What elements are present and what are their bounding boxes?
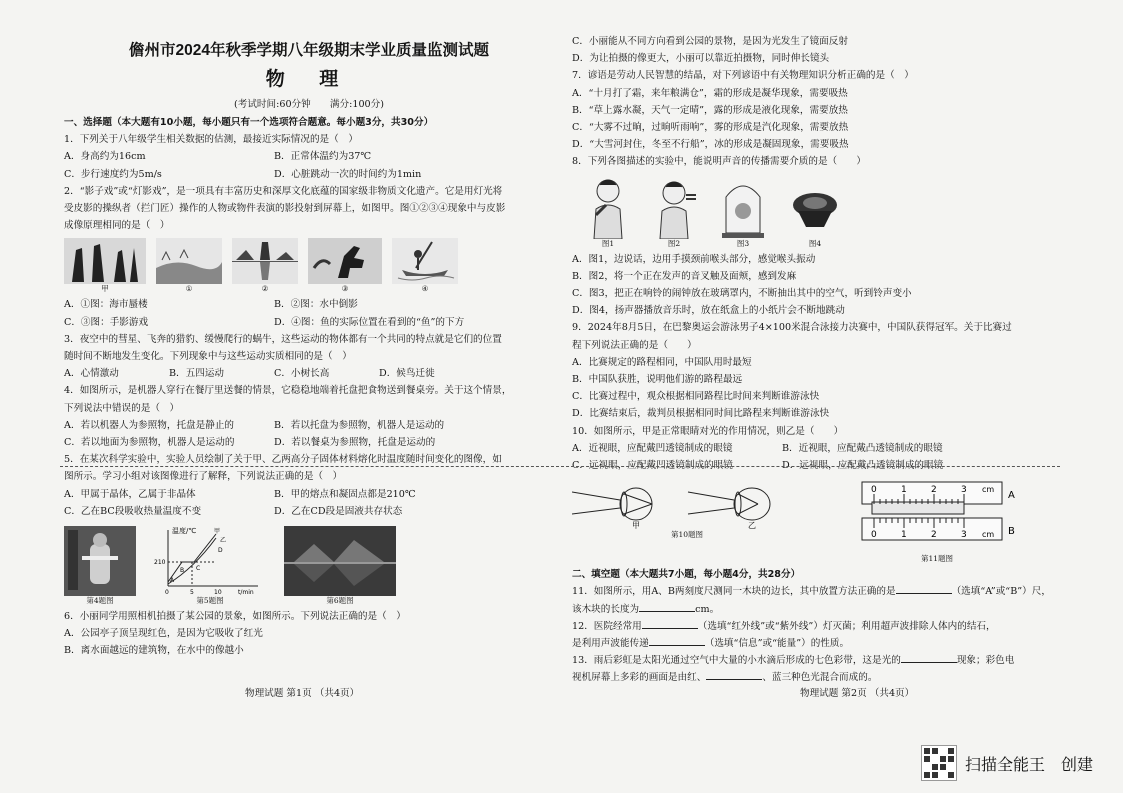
option-d: D．若以餐桌为参照物，托盘是运动的 [274, 437, 436, 449]
option-a: A．心情激动 [64, 368, 119, 380]
question-1: 1．下列关于八年级学生相关数据的估测，最接近实际情况的是（ ） [64, 134, 358, 146]
svg-text:5: 5 [190, 589, 194, 597]
option-d: D．心脏跳动一次的时间约为1min [274, 168, 422, 180]
figure-robot-waiter: 第4题图 [64, 526, 136, 606]
svg-text:A: A [170, 577, 175, 585]
svg-text:甲: 甲 [632, 521, 640, 531]
figure-speaker: 图4 [790, 175, 840, 249]
figure-mirage: ① [156, 238, 222, 294]
question-4-line-1: 4．如图所示，是机器人穿行在餐厅里送餐的情景，它稳稳地端着托盘把食物送到餐桌旁。关于这个情景， [64, 385, 512, 397]
figure-eye-diagrams: 甲 乙 第10题图 [572, 480, 802, 540]
exam-subject: 物 理 [265, 68, 353, 90]
qr-code-icon [921, 745, 957, 781]
q8-option-d: D．图4，扬声器播放音乐时，放在纸盒上的小纸片会不断地跳动 [572, 305, 845, 317]
option-a: A．若以机器人为参照物，托盘是静止的 [64, 419, 235, 431]
q8-option-b: B．图2，将一个正在发声的音叉触及面颊，感到发麻 [572, 270, 797, 282]
svg-text:0: 0 [871, 485, 877, 496]
svg-text:B: B [180, 567, 185, 575]
option-a: A．甲属于晶体，乙属于非晶体 [64, 488, 196, 500]
svg-text:1: 1 [901, 485, 907, 496]
question-1-options [64, 148, 554, 165]
scanner-watermark [921, 745, 1093, 781]
option-b: B．正常体温约为37℃ [274, 151, 372, 163]
option-c: C．乙在BC段吸收热量温度不变 [64, 505, 202, 517]
svg-text:3: 3 [961, 485, 967, 496]
question-6-option-a: A．公园亭子顶呈现红色，是因为它吸收了红光 [64, 628, 263, 640]
question-2-options-2 [64, 314, 554, 331]
option-c: C．③图：手影游戏 [64, 316, 149, 328]
option-d: D．④图：鱼的实际位置在看到的“鱼”的下方 [274, 316, 465, 328]
question-5-options-2 [64, 503, 554, 520]
question-4-options [64, 417, 554, 434]
page-1-footer: 物理试题 第1页 （共4页） [245, 688, 360, 699]
exam-title: 儋州市2024年秋季学期八年级期末学业质量监测试题 [129, 42, 489, 59]
question-2-line-2: 受皮影的操纵者（拦门匠）操作的人物或物件表演的影投射到屏幕上，如图甲。图①②③④现象中与皮影 [64, 203, 506, 215]
question-5-line-2: 图所示。学习小组对该图像进行了解释，下列说法正确的是（ ） [64, 471, 343, 483]
svg-text:210: 210 [154, 559, 166, 567]
option-c: C．小树长高 [274, 368, 330, 380]
question-3-options [64, 365, 554, 382]
question-1-options-2 [64, 166, 554, 183]
option-c: C．若以地面为参照物，机器人是运动的 [64, 437, 235, 449]
question-2-line-1: 2．“影子戏”或“灯影戏”，是一项具有丰富历史和深厚文化底蕴的国家级非物质文化遗产。它是用灯光将 [64, 185, 503, 197]
q7-option-a: A．“十月打了霜，来年粮满仓”，霜的形成是凝华现象，需要吸热 [572, 87, 848, 99]
figure-rulers: 0 1 2 3 cm A 0 1 2 3 cm B 第11题图 [852, 480, 1022, 564]
q8-option-a: A．图1，边说话，边用手摸颈前喉头部分，感觉喉头振动 [572, 253, 816, 265]
question-2-options [64, 296, 554, 313]
answer-blank[interactable] [901, 652, 957, 663]
q7-option-b: B．“草上露水凝，天气一定晴”，露的形成是液化现象，需要放热 [572, 104, 848, 116]
question-5-line-1: 5．在某次科学实验中，实验人员绘制了关于甲、乙两高分子固体材料熔化时温度随时间变化的图像，如 [64, 454, 502, 466]
question-8-figures [586, 175, 1092, 249]
svg-text:cm: cm [982, 485, 995, 495]
question-6-option-b: B．离水面越远的建筑物，在水中的像越小 [64, 645, 244, 657]
question-11-line-2: 该木块的长度为 cm。 [572, 601, 1092, 618]
question-7: 7．谚语是劳动人民智慧的结晶，对下列谚语中有关物理知识分析正确的是（ ） [572, 70, 914, 82]
question-4-line-2: 下列说法中错误的是（ ） [64, 402, 180, 414]
questions-10-11-figures [572, 480, 1092, 564]
option-b: B．②图：水中倒影 [274, 299, 358, 311]
q9-option-c: C．比赛过程中，观众根据相同路程比时间来判断谁游泳快 [572, 391, 820, 403]
option-c: C．远视眼，应配戴凹透镜制成的眼镜 [572, 460, 733, 472]
svg-text:1: 1 [901, 530, 907, 541]
question-4-options-2 [64, 434, 554, 451]
option-a: A．身高约为16cm [64, 151, 146, 163]
page-2-footer: 物理试题 第2页 （共4页） [800, 688, 915, 699]
question-12-line-1: 12．医院经常用 （选填“红外线”或“紫外线”）灯灭菌；利用超声波排除人体内的结石， [572, 618, 1092, 635]
question-6-option-c: C．小丽能从不同方向看到公园的景物，是因为光发生了镜面反射 [572, 36, 848, 47]
question-13-line-1: 13．雨后彩虹是太阳光通过空气中大量的小水滴后形成的七色彩带，这是光的 现象；彩色电 [572, 652, 1092, 669]
option-a: A．近视眼，应配戴凹透镜制成的眼镜 [572, 442, 733, 454]
q9-option-d: D．比赛结束后，裁判员根据相同时间比路程来判断谁游泳快 [572, 408, 830, 420]
svg-text:乙: 乙 [748, 521, 756, 531]
page-1-content [64, 40, 554, 660]
svg-text:B: B [1008, 526, 1015, 538]
option-b: B．五四运动 [169, 368, 225, 380]
fold-line [60, 466, 1060, 467]
option-a: A．①图：海市蜃楼 [64, 299, 148, 311]
figure-touch-throat: 图1 [586, 175, 630, 249]
svg-text:温度/℃: 温度/℃ [172, 527, 197, 536]
figure-bell-jar: 图3 [718, 175, 768, 249]
answer-blank[interactable] [642, 618, 698, 629]
svg-text:2: 2 [931, 485, 937, 496]
question-3-line-1: 3．夜空中的彗星、飞奔的猎豹、缓慢爬行的蜗牛，这些运动的物体都有一个共同的特点就是它们的位置 [64, 333, 502, 345]
svg-text:10: 10 [214, 589, 222, 597]
svg-text:t/min: t/min [238, 589, 254, 597]
figure-melting-graph: 温度/℃ t/min 210 0 5 10 甲 乙 A B C D 第5题图 [154, 527, 254, 606]
question-6: 6．小丽同学用照相机拍摄了某公园的景象，如图所示。下列说法正确的是（ ） [64, 611, 406, 623]
question-3-line-2: 随时间不断地发生变化。下列现象中与这些运动实质相同的是（ ） [64, 351, 352, 363]
q7-option-d: D．“大雪河封住，冬至不行船”，冰的形成是凝固现象，需要吸热 [572, 139, 849, 151]
q9-option-a: A．比赛规定的路程相同，中国队用时最短 [572, 356, 752, 368]
svg-text:cm: cm [982, 530, 995, 540]
figure-hand-shadow: ③ [308, 238, 382, 294]
option-d: D．远视眼，应配戴凸透镜制成的眼镜 [782, 460, 944, 472]
answer-blank[interactable] [639, 601, 695, 612]
svg-text:0: 0 [871, 530, 877, 541]
question-12-line-2: 是利用声波能传递 （选填“信息”或“能量”）的性质。 [572, 635, 1092, 652]
question-5-options [64, 486, 554, 503]
section-fill-heading: 二、填空题（本大题共7小题，每小题4分，共28分） [572, 569, 801, 581]
question-2-line-3: 成像原理相同的是（ ） [64, 220, 170, 232]
exam-meta: (考试时间:60分钟 满分:100分) [233, 99, 384, 110]
figure-water-reflection: ② [232, 238, 298, 294]
q8-option-c: C．图3，把正在响铃的闹钟放在玻璃罩内，不断抽出其中的空气，听到铃声变小 [572, 288, 912, 300]
questions-4-5-6-figures [64, 524, 554, 606]
option-b: B．若以托盘为参照物，机器人是运动的 [274, 419, 445, 431]
question-8: 8．下列各图描述的实验中，能说明声音的传播需要介质的是（ ） [572, 156, 866, 168]
option-c: C．步行速度约为5m/s [64, 168, 162, 180]
svg-text:乙: 乙 [220, 537, 227, 545]
page-1 [0, 0, 561, 793]
scanner-label: 扫描全能王 创建 [965, 754, 1094, 774]
svg-text:2: 2 [931, 530, 937, 541]
q7-option-c: C．“大雾不过晌，过晌听雨响”，雾的形成是汽化现象，需要放热 [572, 122, 849, 134]
q9-option-b: B．中国队获胜，说明他们游的路程最远 [572, 374, 743, 386]
svg-text:A: A [1008, 490, 1015, 502]
question-9-line-2: 程下列说法正确的是（ ） [572, 339, 697, 351]
option-b: B．甲的熔点和凝固点都是210℃ [274, 488, 416, 500]
figure-shadow-play: 甲 [64, 238, 146, 294]
figure-park-photo: 第6题图 [284, 526, 396, 606]
answer-blank[interactable] [649, 635, 705, 646]
question-2-figures [64, 238, 554, 294]
page-2-content [572, 33, 1092, 687]
option-d: D．乙在CD段是固液共存状态 [274, 505, 403, 517]
answer-blank[interactable] [896, 583, 952, 594]
svg-text:甲: 甲 [214, 528, 221, 536]
question-13-line-2: 视机屏幕上多彩的画面是由红、 、蓝三种色光混合而成的。 [572, 669, 1092, 686]
answer-blank[interactable] [706, 669, 762, 680]
question-9-line-1: 9．2024年8月5日，在巴黎奥运会游泳男子4×100米混合泳接力决赛中，中国队获得冠军。关于比赛过 [572, 322, 1012, 334]
section-choice-heading: 一、选择题（本大题有10小题，每小题只有一个选项符合题意。每小题3分，共30分） [64, 117, 434, 128]
question-10: 10．如图所示，甲是正常眼睛对光的作用情况，则乙是（ ） [572, 425, 844, 437]
figure-tuning-fork: 图2 [652, 175, 696, 249]
option-b: B．近视眼，应配戴凸透镜制成的眼镜 [782, 442, 943, 454]
figure-fish-spearing: ④ [392, 238, 458, 294]
svg-text:0: 0 [165, 589, 169, 597]
svg-text:C: C [196, 565, 201, 573]
question-11-line-1: 11．如图所示，用A、B两刻度尺测同一木块的边长，其中放置方法正确的是 （选填“A”或“B”）尺， [572, 583, 1092, 600]
question-10-options [572, 440, 1092, 457]
page-2 [562, 0, 1123, 793]
question-6-option-d: D．为让拍摄的像更大，小丽可以靠近拍摄物，同时伸长镜头 [572, 53, 830, 65]
option-d: D．候鸟迁徙 [379, 368, 435, 380]
svg-text:3: 3 [961, 530, 967, 541]
svg-text:D: D [218, 547, 223, 555]
